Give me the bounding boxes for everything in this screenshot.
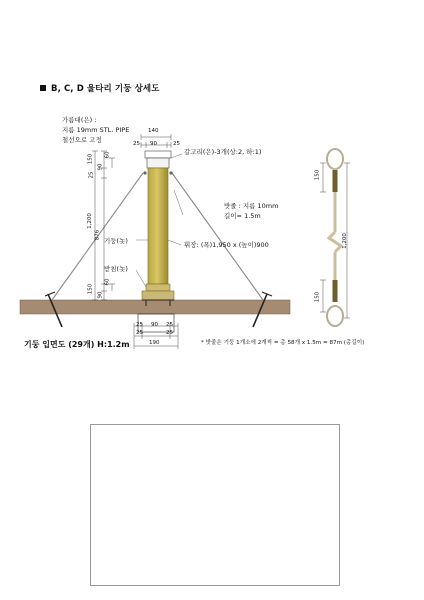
rope-binding-top xyxy=(333,170,338,192)
post-base-upper xyxy=(146,284,170,291)
dim-v876: 876 xyxy=(94,229,101,241)
rope-note: * 밧줄은 기둥 1개소에 2개씩 = 총 58개 x 1.5m = 87m (총길이) xyxy=(201,340,365,346)
elevation-title: 기둥 입면도 (29개) H:1.2m xyxy=(24,340,130,349)
dim-v25: 25 xyxy=(88,171,95,179)
post-label: 기둥(놋) xyxy=(104,237,128,245)
dim-v150: 150 xyxy=(87,153,94,165)
dim-top-mid: 90 xyxy=(150,141,157,147)
guy-rope-right xyxy=(172,173,263,300)
dim-b90: 90 xyxy=(97,291,104,299)
rope-dim-bottom: 150 xyxy=(314,291,321,303)
dim-v60: 60 xyxy=(104,151,111,159)
rope-label-1: 밧줄 : 지름 10mm xyxy=(224,202,279,210)
rope-loop-bottom xyxy=(327,306,343,326)
dim-b90-mid: 90 xyxy=(151,322,158,328)
hook-left xyxy=(143,171,146,174)
dim-b25-left: 25 xyxy=(136,322,143,328)
curtain-label: 휘장: (폭)1,950 x (높이)900 xyxy=(184,241,269,249)
post-base-lower xyxy=(142,291,174,300)
post-cap-collar xyxy=(147,158,169,168)
dim-b25-right: 25 xyxy=(166,322,173,328)
rope-dim-top: 150 xyxy=(314,169,321,181)
rope-loop-top xyxy=(327,149,343,169)
rope-label-2: 길이= 1.5m xyxy=(224,212,261,220)
rope-binding-bottom xyxy=(333,280,338,302)
hook-right xyxy=(169,171,172,174)
dim-top-left: 25 xyxy=(133,141,140,147)
dim-top-right: 25 xyxy=(173,141,180,147)
rope-dim-middle: 1,200 xyxy=(341,233,348,249)
hook-label: 갈고리(은)-3개(상:2, 하:1) xyxy=(184,148,262,156)
post-shaft xyxy=(148,168,168,284)
dim-total: 1,200 xyxy=(86,213,93,229)
dim-b25-lower-left: 25 xyxy=(136,330,143,336)
empty-frame xyxy=(90,424,340,586)
base-label: 받침(놋) xyxy=(104,265,128,273)
rope-detail xyxy=(327,149,343,326)
dim-top-width: 140 xyxy=(148,128,159,134)
dim-b60: 60 xyxy=(104,278,111,286)
left-dimension-lines xyxy=(92,151,115,300)
dim-v90: 90 xyxy=(97,163,104,171)
crossbar-label-3: 철선으로 고정 xyxy=(62,136,102,144)
crossbar-label-1: 가름대(은) : xyxy=(62,116,97,124)
dim-b25-lower-right: 25 xyxy=(166,330,173,336)
dim-b190: 190 xyxy=(149,340,160,346)
ground-strip xyxy=(20,300,290,314)
crossbar-label-2: 지름 19mm STL. PIPE xyxy=(62,126,130,134)
heading-text: B, C, D 울타리 기둥 상세도 xyxy=(51,84,160,94)
dim-b150: 150 xyxy=(87,283,94,295)
post-cap xyxy=(145,151,171,158)
